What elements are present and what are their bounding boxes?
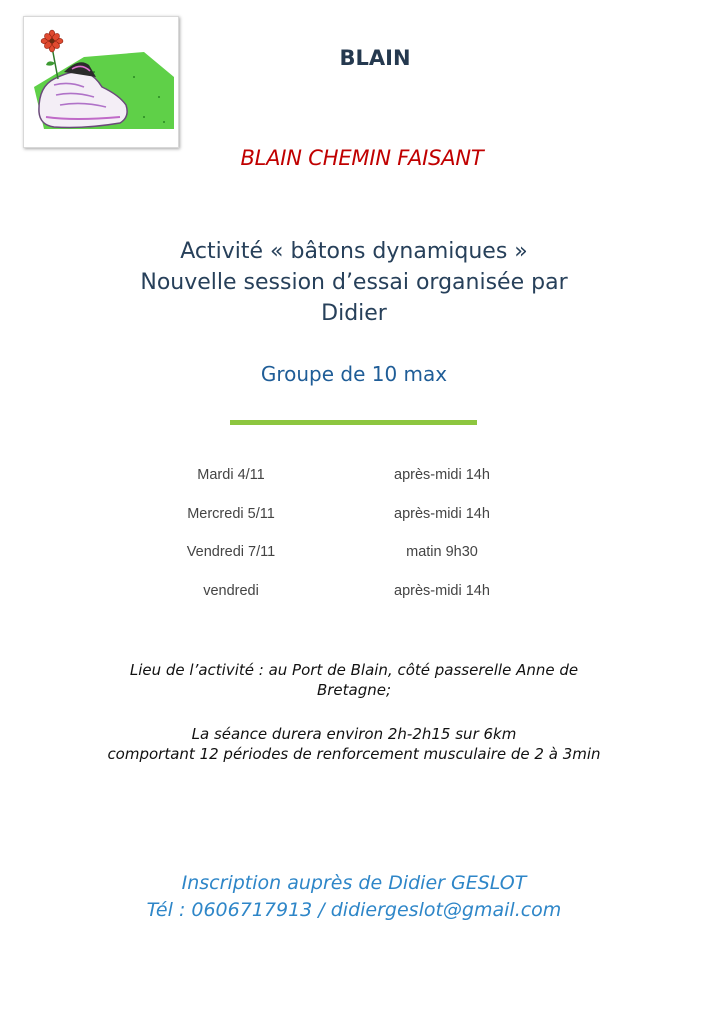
schedule-row — [150, 533, 590, 572]
group-size: Groupe de 10 max — [260, 362, 448, 386]
town-title: BLAIN — [339, 46, 411, 70]
club-name: BLAIN CHEMIN FAISANT — [240, 146, 484, 170]
schedule-table — [150, 456, 590, 610]
activity-headline — [0, 236, 708, 329]
schedule-row — [150, 456, 590, 495]
club-logo — [23, 16, 179, 148]
schedule-row — [150, 572, 590, 611]
walking-shoe-with-flower-logo-icon — [24, 17, 178, 147]
activity-info — [0, 660, 708, 764]
headline-line-2: Nouvelle session d’essai organisée par — [140, 270, 568, 295]
contact-line-2[interactable]: Tél : 0606717913 / didiergeslot@gmail.com — [146, 899, 562, 921]
location-line-1: Lieu de l’activité : au Port de Blain, côté passerelle Anne de — [129, 661, 579, 679]
schedule-time: après-midi 14h — [394, 505, 490, 522]
contact-info — [0, 870, 708, 924]
schedule-time: matin 9h30 — [406, 544, 478, 561]
location-line-2: Bretagne; — [316, 681, 392, 699]
schedule-time: après-midi 14h — [394, 467, 490, 484]
contact-line-1: Inscription auprès de Didier GESLOT — [181, 872, 527, 894]
schedule-row — [150, 495, 590, 534]
schedule-day: Mercredi 5/11 — [187, 505, 275, 522]
duration-line-2: comportant 12 périodes de renforcement musculaire de 2 à 3min — [107, 745, 601, 763]
headline-line-1: Activité « bâtons dynamiques » — [180, 239, 528, 264]
schedule-day: vendredi — [203, 582, 259, 599]
duration-line-1: La séance durera environ 2h-2h15 sur 6km — [191, 725, 517, 743]
divider — [230, 420, 477, 425]
schedule-day: Mardi 4/11 — [197, 467, 265, 484]
schedule-time: après-midi 14h — [394, 582, 490, 599]
headline-line-3: Didier — [321, 301, 387, 326]
schedule-day: Vendredi 7/11 — [186, 544, 276, 561]
